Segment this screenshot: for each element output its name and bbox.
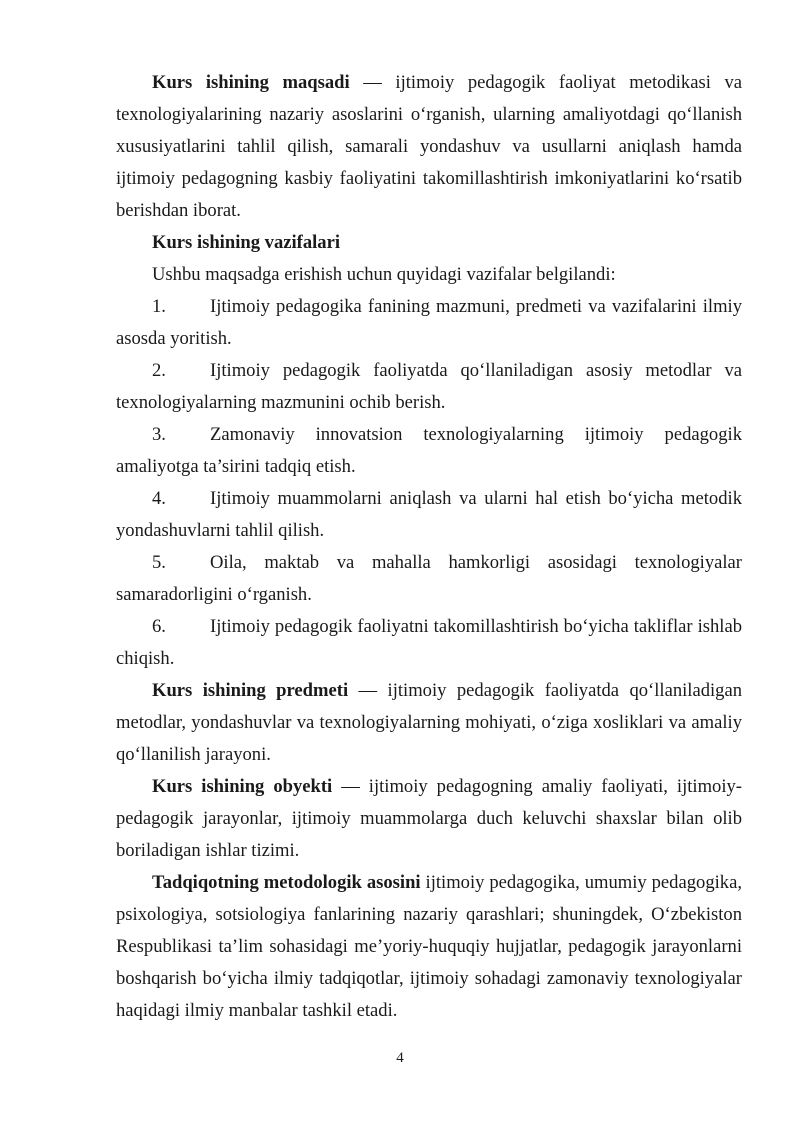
task-number: 3. bbox=[152, 424, 166, 445]
paragraph-maqsad bbox=[116, 67, 742, 227]
task-text: Oila, maktab va mahalla hamkorligi asosidagi texnologiyalar samaradorligini o‘rganish. bbox=[116, 552, 742, 605]
task-number: 5. bbox=[152, 552, 166, 573]
task-text: Ijtimoiy pedagogik faoliyatni takomillashtirish bo‘yicha takliflar ishlab chiqish. bbox=[116, 616, 742, 669]
task-number: 6. bbox=[152, 616, 166, 637]
task-item-1 bbox=[116, 291, 742, 355]
task-number: 4. bbox=[152, 488, 166, 509]
task-item-4 bbox=[116, 483, 742, 547]
predmet-text: — ijtimoiy pedagogik faoliyatda qo‘llaniladigan metodlar, yondashuvlar va texnologiyalarning mohiyati, o‘ziga xosliklari va amaliy qo‘llanilish jarayoni. bbox=[116, 680, 743, 765]
task-item-2 bbox=[116, 355, 742, 419]
obyekt-label: Kurs ishining obyekti bbox=[152, 776, 333, 797]
vazifalar-heading bbox=[116, 227, 742, 259]
vazifalar-heading-text: Kurs ishining vazifalari bbox=[152, 232, 341, 253]
metodologiya-label: Tadqiqotning metodologik asosini bbox=[152, 872, 421, 893]
paragraph-metodologiya bbox=[116, 867, 742, 1027]
paragraph-obyekt bbox=[116, 771, 742, 867]
metodologiya-text: ijtimoiy pedagogika, umumiy pedagogika, psixologiya, sotsiologiya fanlarining nazariy qarashlari; shuningdek, O‘zbekiston Respublikasi ta’lim sohasidagi me’yoriy-huquqiy hujjatlar, pedagogik jarayonlarni boshqarish bo‘yicha ilmiy tadqiqotlar, ijtimoiy sohadagi zamonaviy texnologiyalar haqidagi ilmiy manbalar tashkil etadi. bbox=[116, 872, 742, 1021]
task-text: Ijtimoiy pedagogika fanining mazmuni, predmeti va vazifalarini ilmiy asosda yoritish. bbox=[116, 296, 742, 349]
predmet-label: Kurs ishining predmeti bbox=[152, 680, 349, 701]
task-text: Zamonaviy innovatsion texnologiyalarning ijtimoiy pedagogik amaliyotga ta’sirini tadqiq etish. bbox=[116, 424, 742, 477]
task-text: Ijtimoiy pedagogik faoliyatda qo‘llaniladigan asosiy metodlar va texnologiyalarning mazmunini ochib berish. bbox=[116, 360, 742, 413]
task-item-3 bbox=[116, 419, 742, 483]
task-number: 1. bbox=[152, 296, 166, 317]
task-item-5 bbox=[116, 547, 742, 611]
paragraph-predmet bbox=[116, 675, 742, 771]
maqsad-text: — ijtimoiy pedagogik faoliyat metodikasi va texnologiyalarining nazariy asoslarini o‘rganish, ularning amaliyotdagi qo‘llanish xususiyatlarini tahlil qilish, samarali yondashuv va usullarni aniqlash hamda ijtimoiy pedagogning kasbiy faoliyatini takomillashtirish imkoniyatlarini ko‘rsatib berishdan iborat. bbox=[116, 72, 742, 221]
obyekt-text: — ijtimoiy pedagogning amaliy faoliyati, ijtimoiy-pedagogik jarayonlar, ijtimoiy muammolarga duch keluvchi shaxslar bilan olib boriladigan ishlar tizimi. bbox=[116, 776, 742, 861]
maqsad-label: Kurs ishining maqsadi bbox=[152, 72, 350, 93]
page-number: 4 bbox=[396, 1050, 404, 1066]
task-number: 2. bbox=[152, 360, 166, 381]
task-text: Ijtimoiy muammolarni aniqlash va ularni hal etish bo‘yicha metodik yondashuvlarni tahlil qilish. bbox=[116, 488, 742, 541]
vazifalar-intro: Ushbu maqsadga erishish uchun quyidagi vazifalar belgilandi: bbox=[152, 264, 616, 285]
task-item-6 bbox=[116, 611, 742, 675]
